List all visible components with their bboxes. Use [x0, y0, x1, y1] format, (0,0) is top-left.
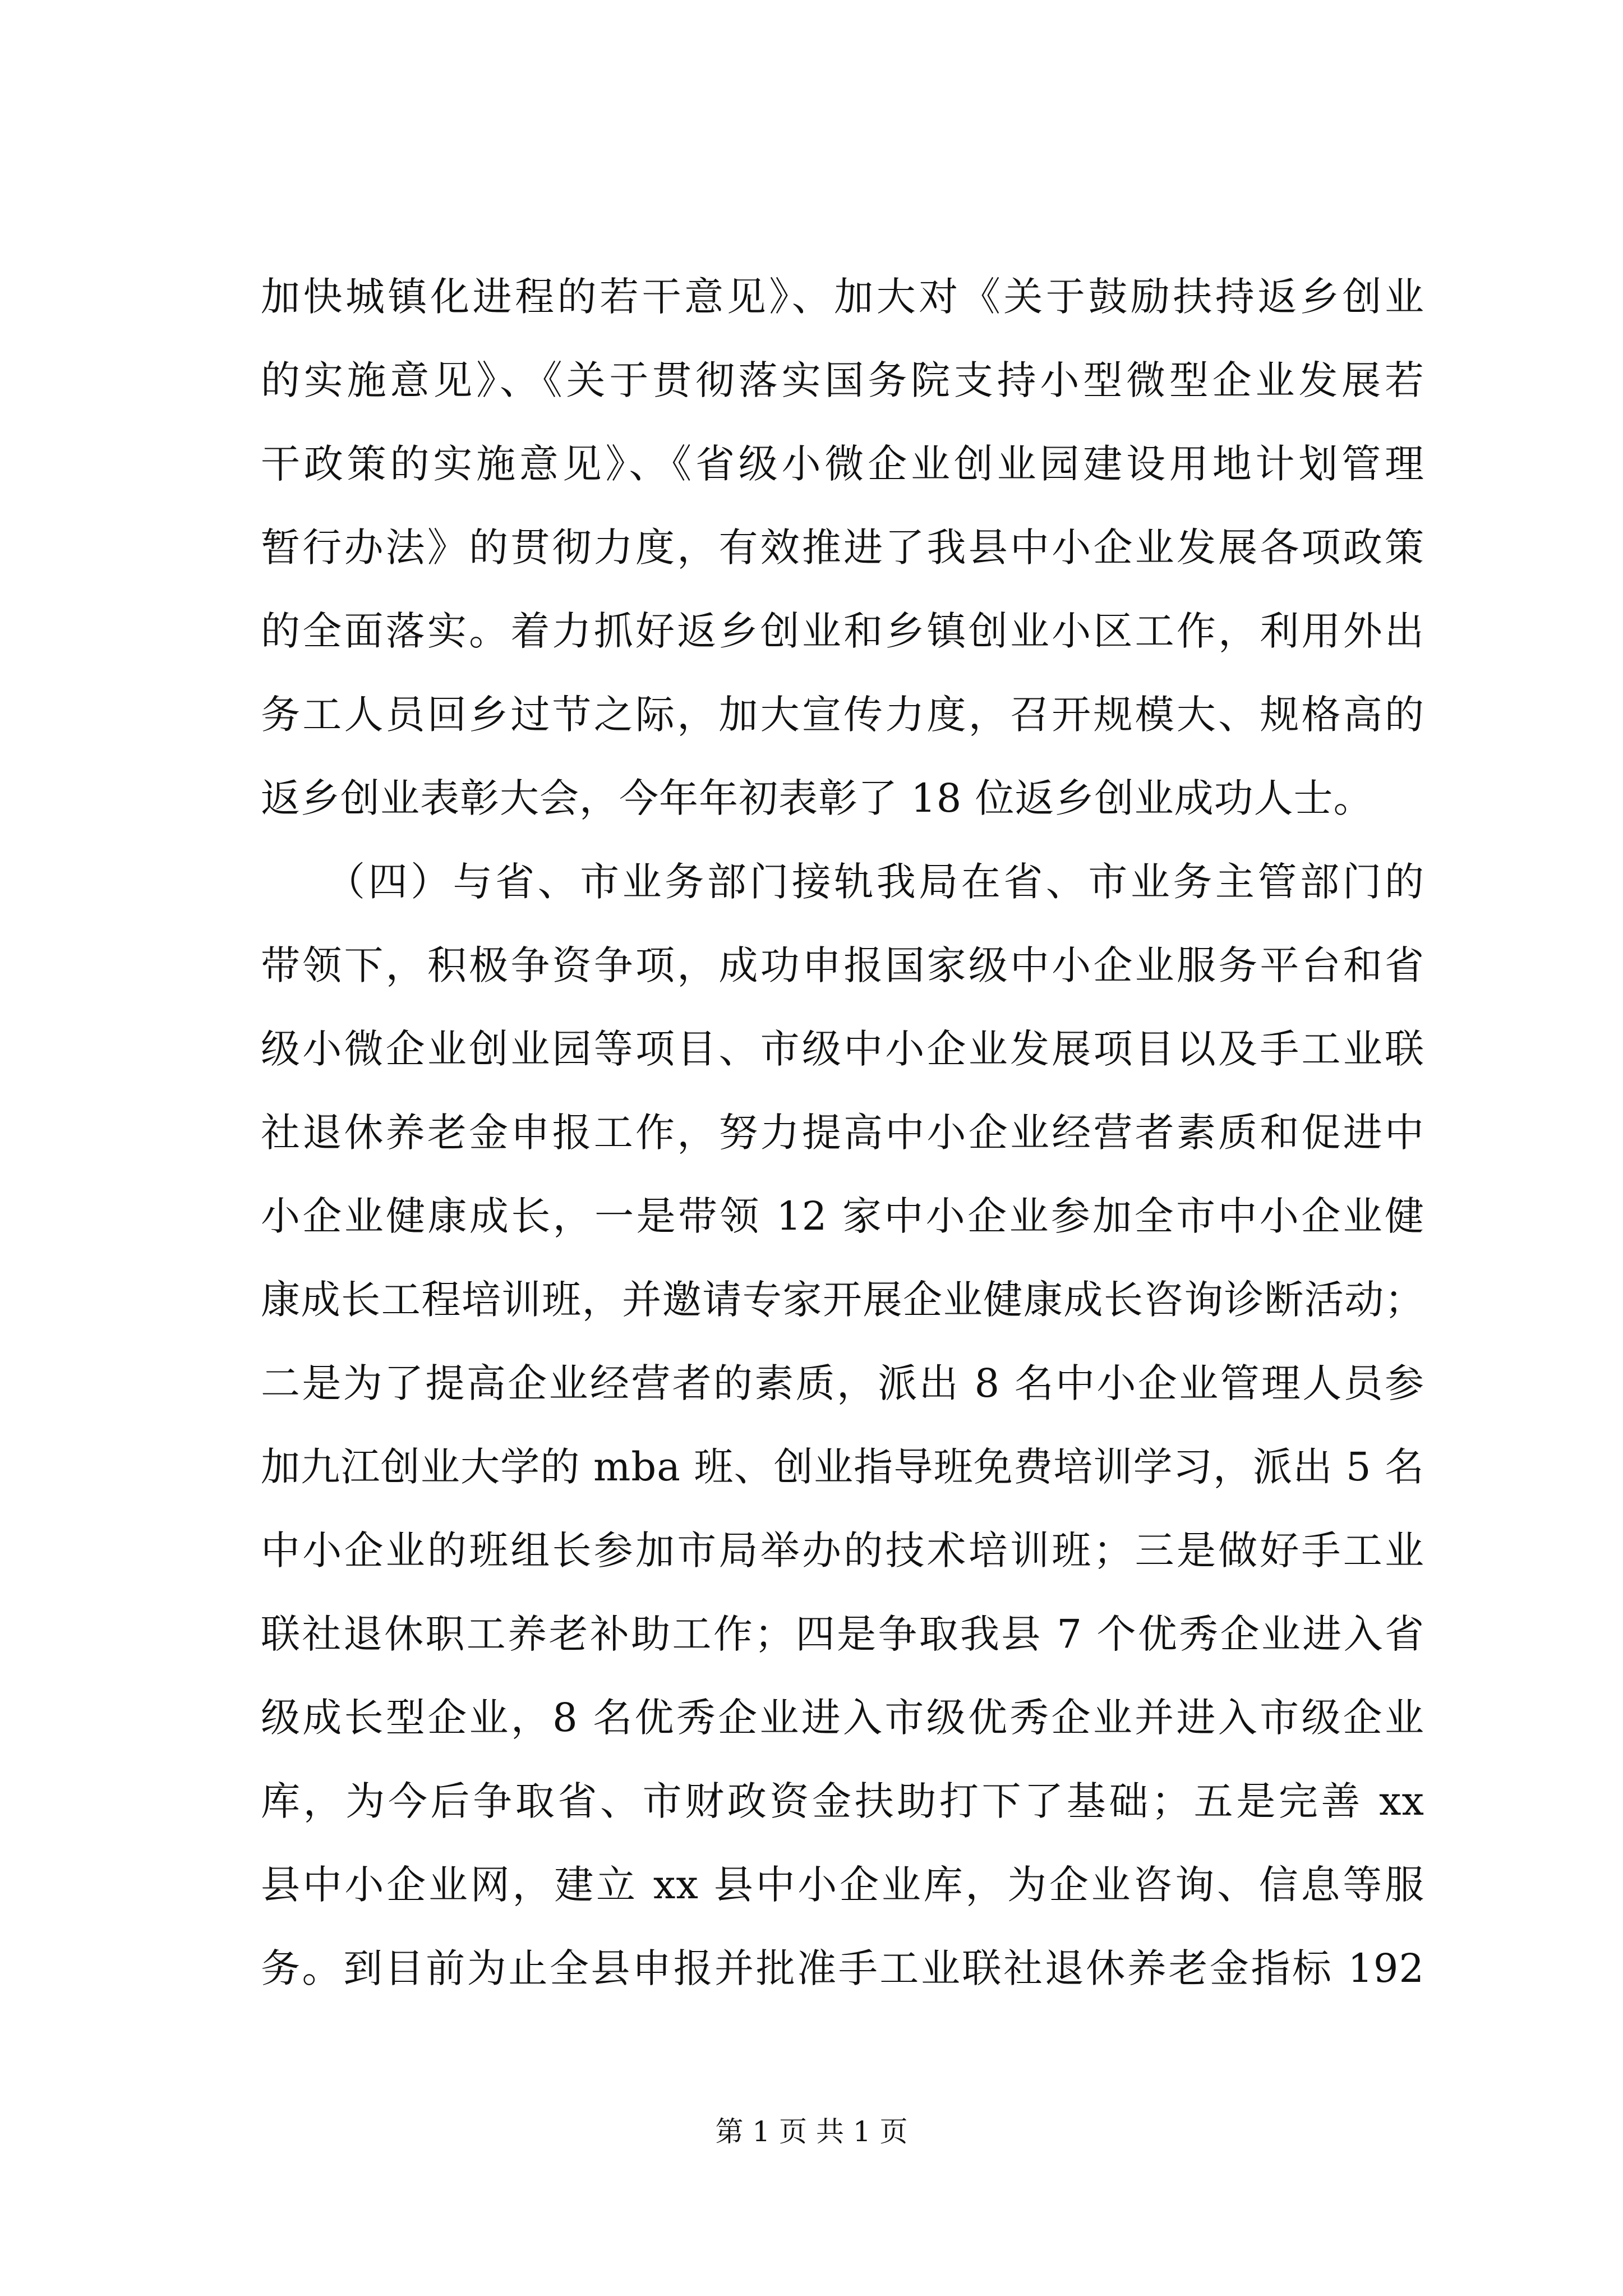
text-line: 级小微企业创业园等项目、市级中小企业发展项目以及手工业联: [261, 1026, 1424, 1072]
text-line: 务。到目前为止全县申报并批准手工业联社退休养老金指标 192: [261, 1945, 1424, 1991]
text-line: 级成长型企业，8 名优秀企业进入市级优秀企业并进入市级企业: [261, 1695, 1424, 1741]
body-text: [261, 255, 1424, 2010]
text-line: 康成长工程培训班，并邀请专家开展企业健康成长咨询诊断活动；: [261, 1277, 1424, 1323]
text-line: （四）与省、市业务部门接轨我局在省、市业务主管部门的: [261, 859, 1424, 905]
text-line: 社退休养老金申报工作，努力提高中小企业经营者素质和促进中: [261, 1110, 1424, 1156]
text-line: 中小企业的班组长参加市局举办的技术培训班；三是做好手工业: [261, 1527, 1424, 1573]
page-footer: 第 1 页 共 1 页: [715, 2115, 908, 2148]
text-line: 联社退休职工养老补助工作；四是争取我县 7 个优秀企业进入省: [261, 1611, 1424, 1657]
text-line: 加九江创业大学的 mba 班、创业指导班免费培训学习，派出 5 名: [261, 1444, 1424, 1490]
text-line: 加快城镇化进程的若干意见》、加大对《关于鼓励扶持返乡创业: [261, 274, 1424, 320]
text-line: 暂行办法》的贯彻力度，有效推进了我县中小企业发展各项政策: [261, 524, 1424, 570]
text-line: 带领下，积极争资争项，成功申报国家级中小企业服务平台和省: [261, 942, 1424, 988]
text-line: 县中小企业网，建立 xx 县中小企业库，为企业咨询、信息等服: [261, 1862, 1424, 1908]
text-line: 的实施意见》、《关于贯彻落实国务院支持小型微型企业发展若: [261, 357, 1424, 403]
text-line: 的全面落实。着力抓好返乡创业和乡镇创业小区工作，利用外出: [261, 608, 1424, 654]
text-line: 务工人员回乡过节之际，加大宣传力度，召开规模大、规格高的: [261, 692, 1424, 738]
text-line: 二是为了提高企业经营者的素质，派出 8 名中小企业管理人员参: [261, 1360, 1424, 1406]
text-line: 返乡创业表彰大会，今年年初表彰了 18 位返乡创业成功人士。: [261, 775, 1373, 821]
text-line: 干政策的实施意见》、《省级小微企业创业园建设用地计划管理: [261, 441, 1424, 487]
text-line: 小企业健康成长，一是带领 12 家中小企业参加全市中小企业健: [261, 1193, 1424, 1239]
text-line: 库，为今后争取省、市财政资金扶助打下了基础；五是完善 xx: [261, 1778, 1424, 1824]
